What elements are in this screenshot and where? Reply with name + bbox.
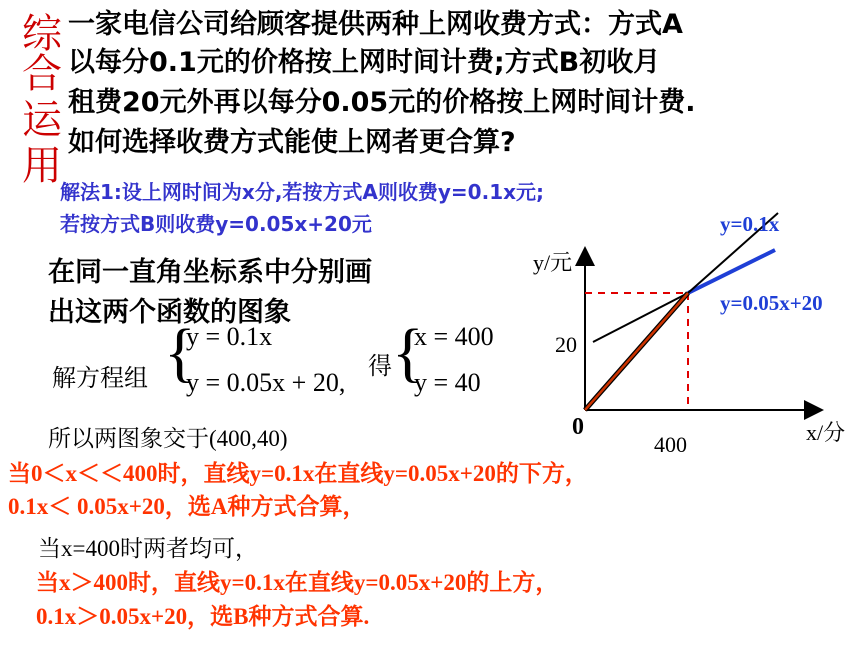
title-char-4: 用 xyxy=(22,143,62,189)
line-b-label: y=0.05x+20 xyxy=(720,291,823,315)
solution-x: x = 400 xyxy=(414,322,494,351)
conclusion-line-3: 当x=400时两者均可， xyxy=(38,536,258,561)
y-axis-label: y/元 xyxy=(533,250,573,275)
system-label: 解方程组 xyxy=(52,364,148,392)
problem-line-1: 一家电信公司给顾客提供两种上网收费方式：方式A xyxy=(68,9,683,40)
intersection-text: 所以两图象交于(400,40) xyxy=(48,426,288,451)
solution-y: y = 40 xyxy=(414,368,481,397)
left-brace: { xyxy=(164,316,196,389)
problem-line-2: 以每分0.1元的价格按上网时间计费;方式B初收月 xyxy=(68,47,661,78)
conclusion-line-2: 0.1x＜ 0.05x+20，选A种方式合算， xyxy=(8,494,366,519)
solution-line-1: 解法1:设上网时间为x分,若按方式A则收费y=0.1x元; xyxy=(60,180,545,204)
title-char-1: 综 xyxy=(22,11,62,57)
equation-2: y = 0.05x + 20, xyxy=(186,368,346,397)
x-axis-label: x/分 xyxy=(806,420,846,445)
line-a-label: y=0.1x xyxy=(720,212,780,236)
title-char-3: 运 xyxy=(22,97,62,143)
right-brace: { xyxy=(392,316,424,389)
line-b-left xyxy=(593,293,688,342)
conclusion-line-5: 0.1x＞0.05x+20，选B种方式合算. xyxy=(36,604,370,629)
draw-text-line-2: 出这两个函数的图象 xyxy=(48,297,291,328)
line-b-right xyxy=(688,250,775,293)
conclusion-line-1: 当0＜x＜＜400时，直线y=0.1x在直线y=0.05x+20的下方， xyxy=(8,461,588,486)
de-text: 得 xyxy=(368,352,392,380)
title-char-2: 合 xyxy=(22,51,62,97)
x-tick-label: 400 xyxy=(654,432,687,457)
y-tick-label: 20 xyxy=(555,332,577,357)
origin-label: 0 xyxy=(572,414,584,440)
problem-line-3: 租费20元外再以每分0.05元的价格按上网时间计费. xyxy=(68,87,696,118)
draw-text-line-1: 在同一直角坐标系中分别画 xyxy=(48,257,372,288)
equation-1: y = 0.1x xyxy=(186,322,273,351)
problem-line-4: 如何选择收费方式能使上网者更合算? xyxy=(68,127,516,158)
solution-line-2: 若按方式B则收费y=0.05x+20元 xyxy=(60,212,372,236)
line-a-left-highlight xyxy=(585,293,688,410)
conclusion-line-4: 当x＞400时，直线y=0.1x在直线y=0.05x+20的上方， xyxy=(36,570,559,595)
